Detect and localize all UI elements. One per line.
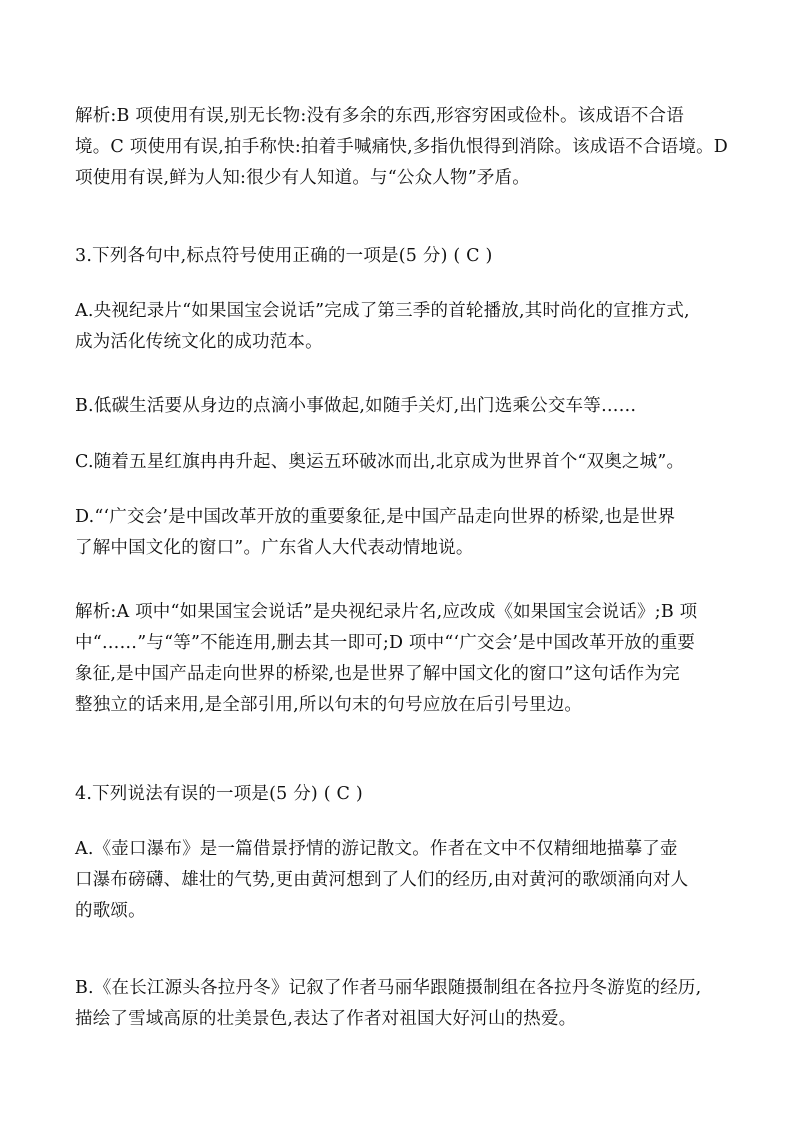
text-line: D.“‘广交会’是中国改革开放的重要象征,是中国产品走向世界的桥梁,也是世界 [75, 507, 676, 527]
text-line: A.《壶口瀑布》是一篇借景抒情的游记散文。作者在文中不仅精细地描摹了壶 [75, 839, 678, 859]
text-line: 解析:A 项中“如果国宝会说话”是央视纪录片名,应改成《如果国宝会说话》;B 项 [75, 602, 698, 622]
text-line: 了解中国文化的窗口”。广东省人大代表动情地说。 [75, 538, 474, 558]
text-line: 象征,是中国产品走向世界的桥梁,也是世界了解中国文化的窗口”这句话作为完 [75, 664, 680, 684]
text-line: A.央视纪录片“如果国宝会说话”完成了第三季的首轮播放,其时尚化的宣推方式, [75, 301, 690, 321]
q4-option-a [75, 835, 735, 925]
analysis-q2 [75, 102, 735, 192]
q3-option-d [75, 503, 735, 562]
text-line: B.低碳生活要从身边的点滴小事做起,如随手关灯,出门选乘公交车等…… [75, 396, 637, 416]
question-3 [75, 242, 735, 270]
text-line: 成为活化传统文化的成功范本。 [75, 332, 323, 352]
text-line: 解析:B 项使用有误,别无长物:没有多余的东西,形容穷困或俭朴。该成语不合语 [75, 106, 684, 126]
text-line: 中“……”与“等”不能连用,删去其一即可;D 项中“‘广交会’是中国改革开放的重要 [75, 633, 696, 653]
question-text: 3.下列各句中,标点符号使用正确的一项是(5 分) ( C ) [75, 246, 493, 266]
q3-option-b [75, 392, 735, 420]
text-line: 描绘了雪域高原的壮美景色,表达了作者对祖国大好河山的热爱。 [75, 1009, 577, 1029]
question-4 [75, 780, 735, 808]
text-line: B.《在长江源头各拉丹冬》记叙了作者马丽华跟随摄制组在各拉丹冬游览的经历, [75, 978, 702, 998]
q3-option-a [75, 297, 735, 356]
text-line: 境。C 项使用有误,拍手称快:拍着手喊痛快,多指仇恨得到消除。该成语不合语境。D [75, 137, 729, 157]
text-line: 的歌颂。 [75, 901, 146, 921]
q4-option-b [75, 974, 735, 1033]
analysis-q3 [75, 598, 735, 719]
text-line: 整独立的话来用,是全部引用,所以句末的句号应放在后引号里边。 [75, 695, 583, 715]
question-text: 4.下列说法有误的一项是(5 分) ( C ) [75, 784, 363, 804]
text-line: 项使用有误,鲜为人知:很少有人知道。与“公众人物”矛盾。 [75, 168, 530, 188]
text-line: 口瀑布磅礴、雄壮的气势,更由黄河想到了人们的经历,由对黄河的歌颂涌向对人 [75, 870, 689, 890]
q3-option-c [75, 448, 735, 476]
text-line: C.随着五星红旗冉冉升起、奥运五环破冰而出,北京成为世界首个“双奥之城”。 [75, 452, 685, 472]
